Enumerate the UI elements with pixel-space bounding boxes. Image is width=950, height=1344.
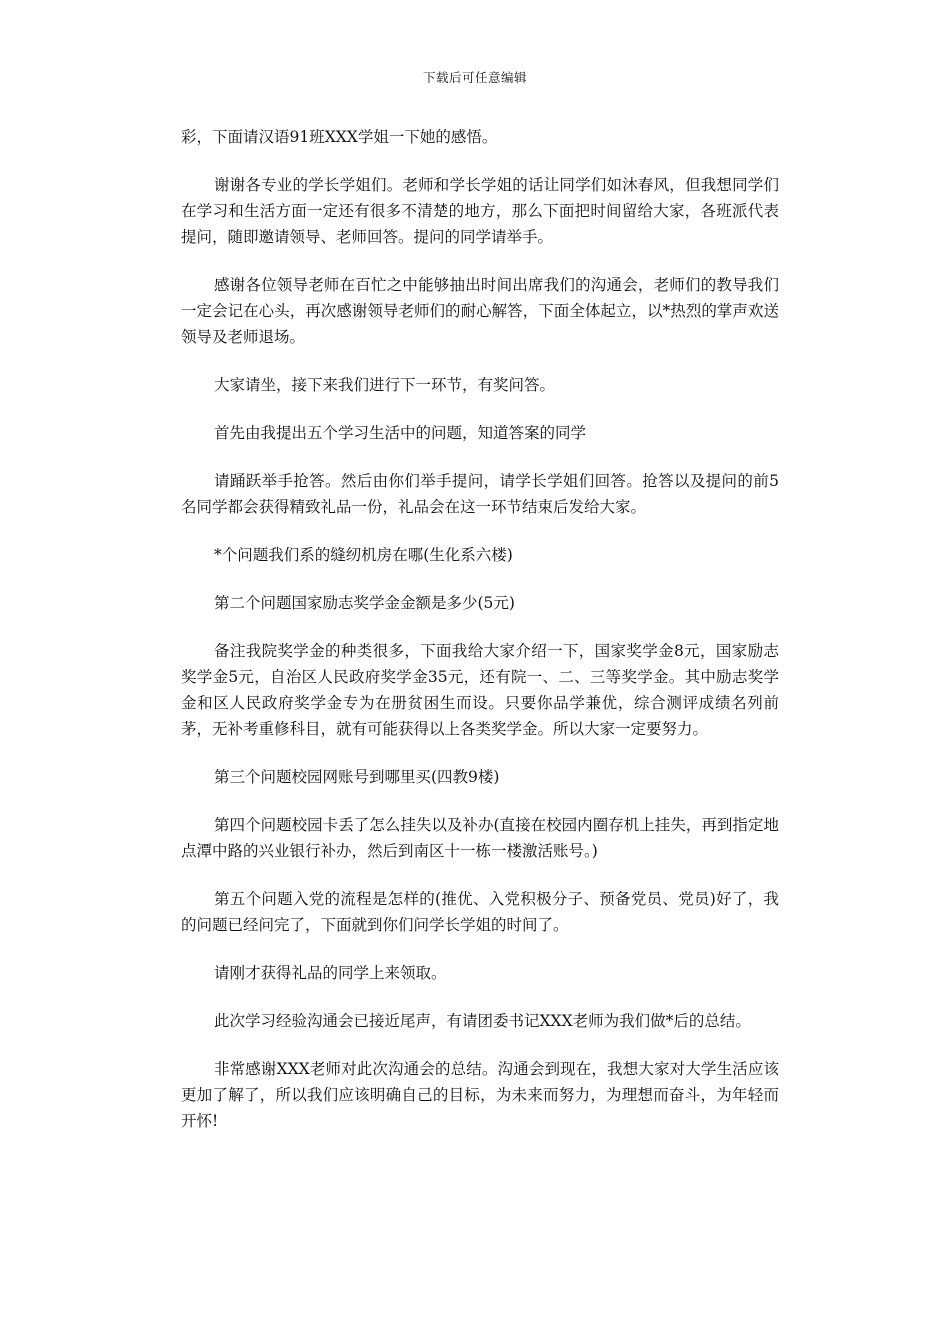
paragraph: *个问题我们系的缝纫机房在哪(生化系六楼)	[214, 546, 513, 564]
paragraph: 请踊跃举手抢答。然后由你们举手提问，请学长学姐们回答。抢答以及提问的前5名同学都会获得精致礼品一份，礼品会在这一环节结束后发给大家。	[181, 472, 779, 516]
paragraph: 第三个问题校园网账号到哪里买(四教9楼)	[214, 768, 500, 786]
paragraph: 大家请坐，接下来我们进行下一环节，有奖问答。	[214, 376, 556, 394]
paragraph: 备注我院奖学金的种类很多，下面我给大家介绍一下，国家奖学金8元，国家励志奖学金5元，自治区人民政府奖学金35元，还有院一、二、三等奖学金。其中励志奖学金和区人民政府奖学金专为在册贫困生而设。只要你品学兼优，综合测评成绩名列前茅，无补考重修科目，就有可能获得以上各类奖学金。所以大家一定要努力。	[181, 642, 779, 738]
paragraph: 第五个问题入党的流程是怎样的(推优、入党积极分子、预备党员、党员)好了，我的问题已经问完了，下面就到你们问学长学姐的时间了。	[181, 890, 779, 934]
paragraph: 此次学习经验沟通会已接近尾声，有请团委书记XXX老师为我们做*后的总结。	[214, 1012, 751, 1030]
paragraph: 第四个问题校园卡丢了怎么挂失以及补办(直接在校园内圈存机上挂失，再到指定地点潭中路的兴业银行补办，然后到南区十一栋一楼激活账号。)	[181, 816, 779, 860]
paragraph: 首先由我提出五个学习生活中的问题，知道答案的同学	[214, 424, 587, 442]
paragraph: 非常感谢XXX老师对此次沟通会的总结。沟通会到现在，我想大家对大学生活应该更加了解了，所以我们应该明确自己的目标，为未来而努力，为理想而奋斗，为年轻而开怀!	[181, 1060, 779, 1130]
paragraph: 感谢各位领导老师在百忙之中能够抽出时间出席我们的沟通会，老师们的教导我们一定会记在心头，再次感谢领导老师们的耐心解答，下面全体起立，以*热烈的掌声欢送领导及老师退场。	[181, 276, 779, 346]
paragraph: 谢谢各专业的学长学姐们。老师和学长学姐的话让同学们如沐春风，但我想同学们在学习和生活方面一定还有很多不清楚的地方，那么下面把时间留给大家，各班派代表提问，随即邀请领导、老师回答。提问的同学请举手。	[181, 176, 779, 246]
paragraph: 彩，下面请汉语91班XXX学姐一下她的感悟。	[181, 128, 498, 146]
document-body	[181, 124, 779, 1156]
page-header: 下载后可任意编辑	[422, 70, 527, 85]
paragraph: 第二个问题国家励志奖学金金额是多少(5元)	[214, 594, 515, 612]
paragraph: 请刚才获得礼品的同学上来领取。	[214, 964, 447, 982]
